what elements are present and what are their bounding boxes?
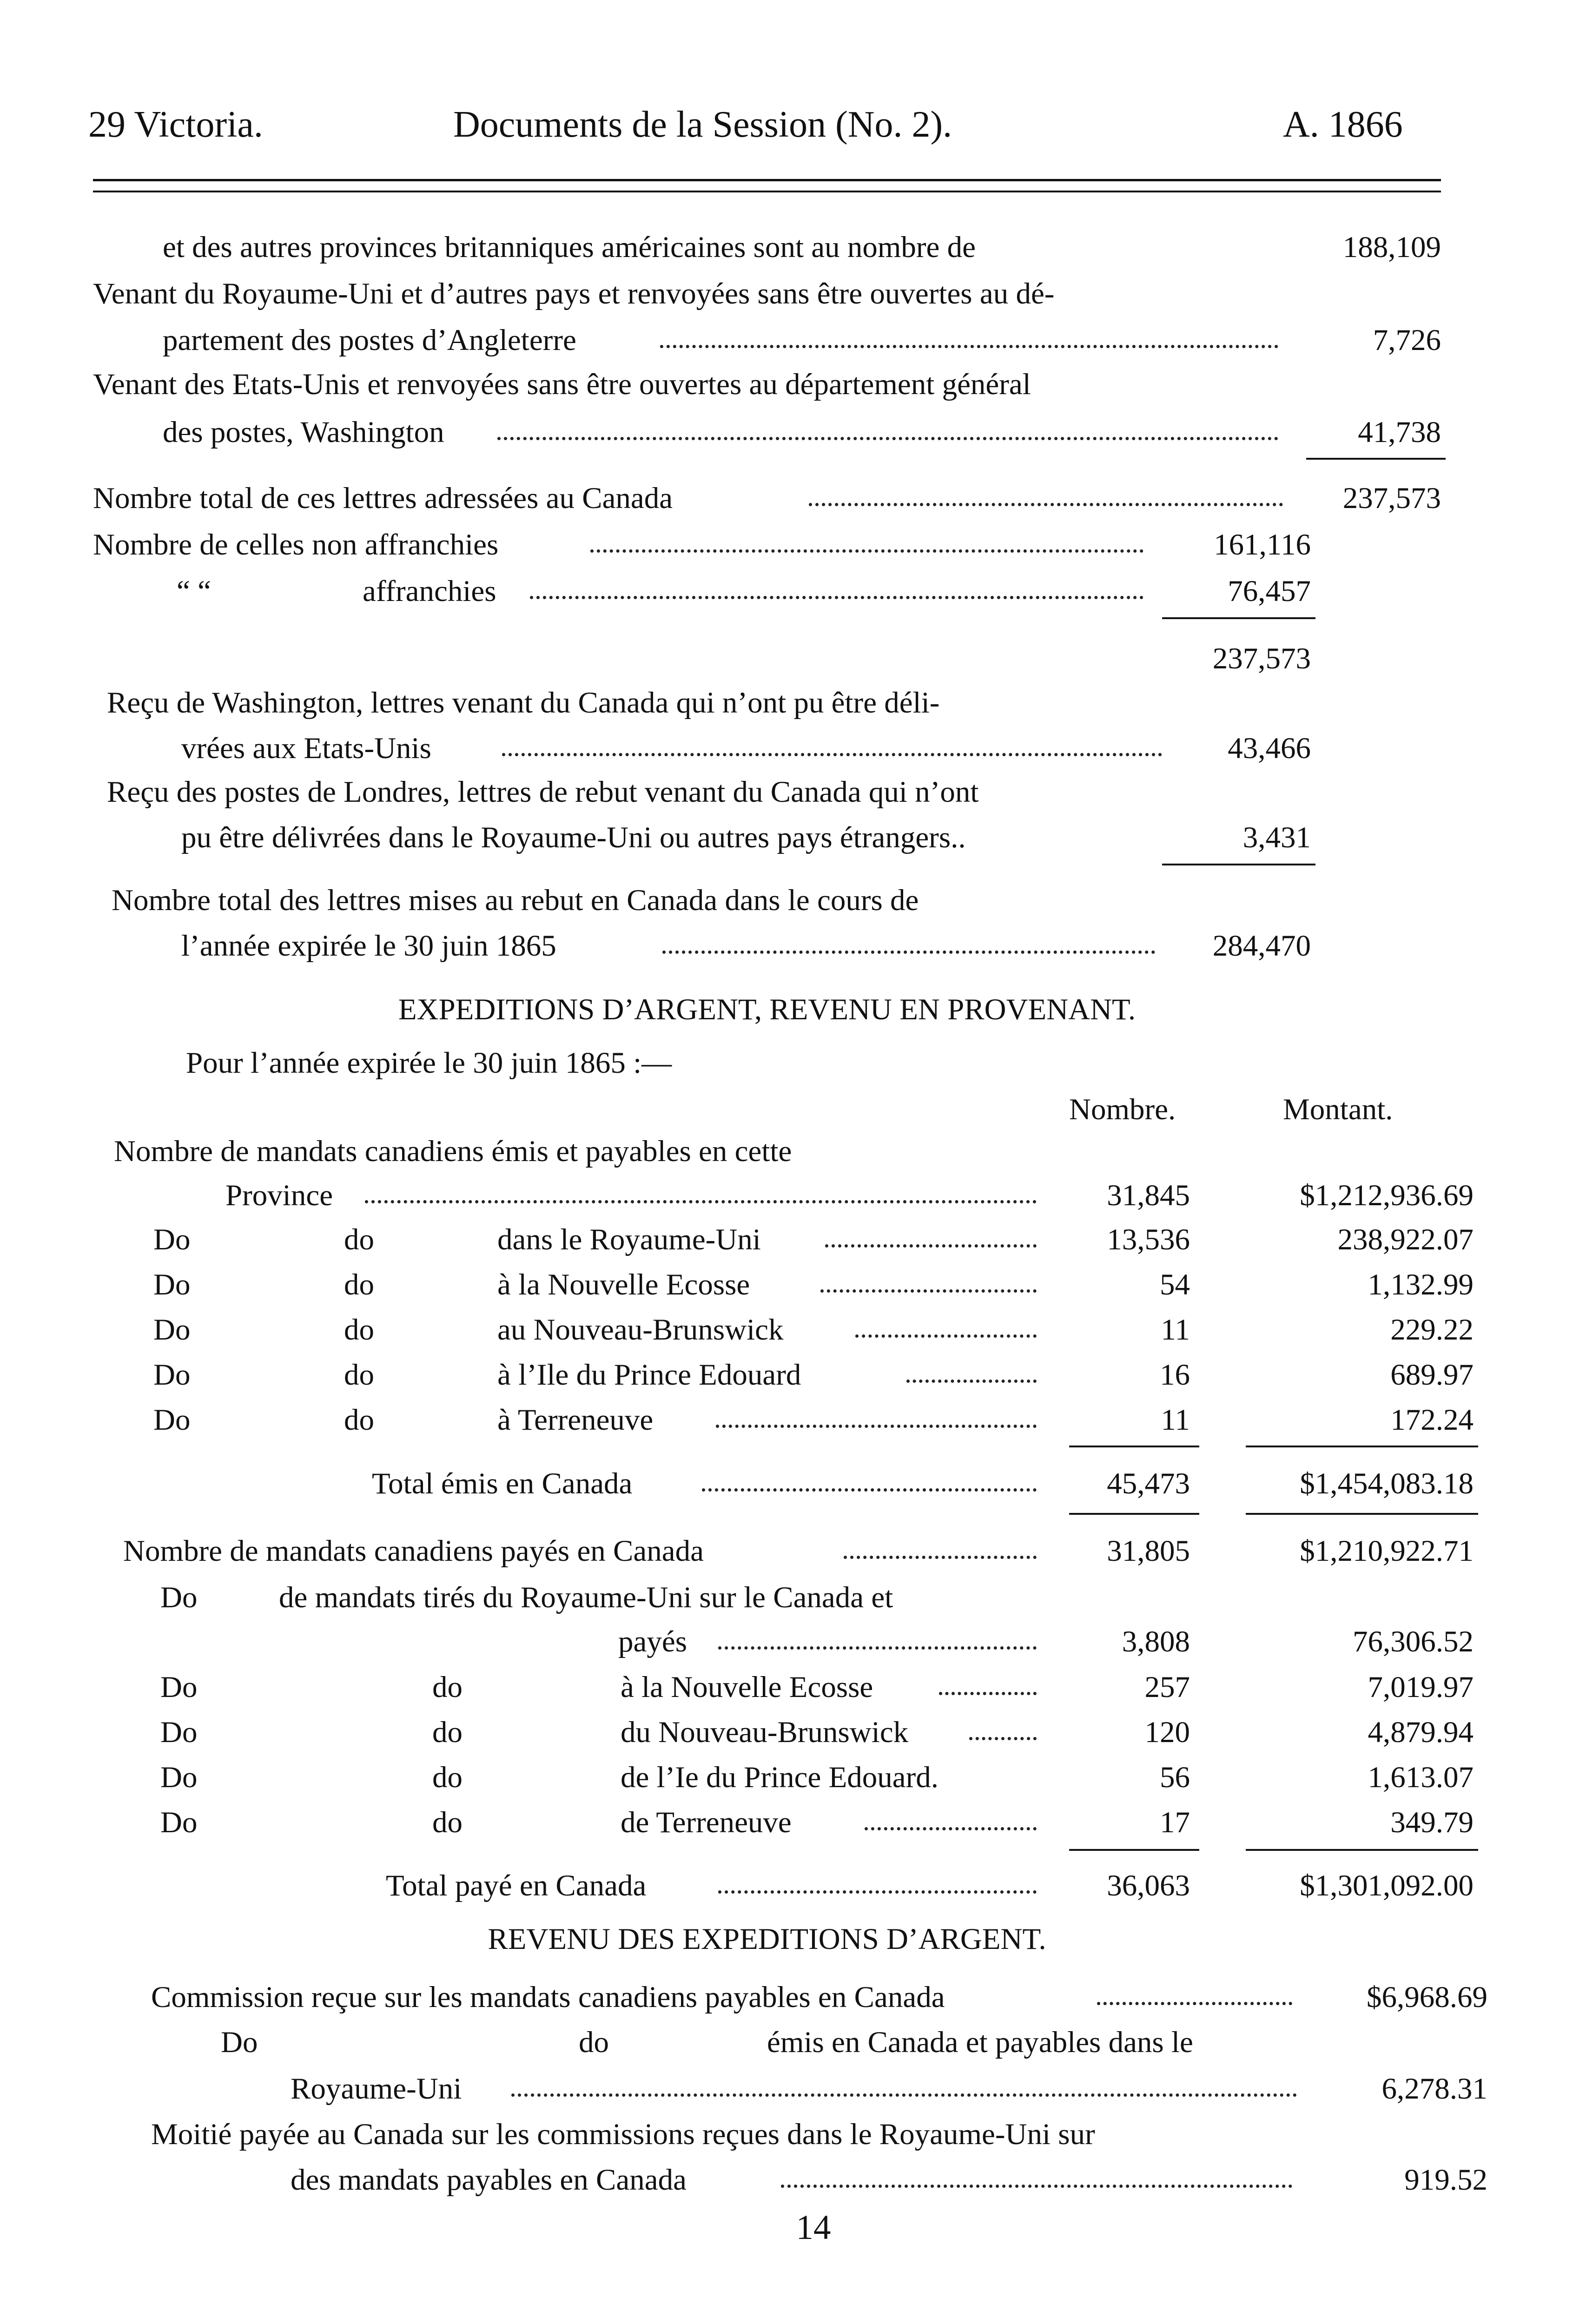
letters-line-8b: vrées aux Etats-Unis xyxy=(181,732,431,765)
sum-rule xyxy=(1246,1849,1478,1851)
letters-value-7: 237,573 xyxy=(1212,642,1311,675)
ditto-do: do xyxy=(344,1403,374,1437)
leader-dots xyxy=(906,1380,1037,1383)
row-nombre: 13,536 xyxy=(1107,1223,1190,1256)
total-paye-montant: $1,301,092.00 xyxy=(1300,1869,1474,1902)
letters-line-2a: Venant du Royaume-Uni et d’autres pays et renvoyées sans être ouvertes au dé- xyxy=(93,277,1055,310)
sum-rule xyxy=(1162,864,1315,865)
do-label: Do xyxy=(160,1716,198,1749)
leader-dots xyxy=(660,345,1278,348)
leader-dots xyxy=(662,951,1155,954)
row-label: à Terreneuve xyxy=(497,1403,654,1437)
sum-rule xyxy=(1069,1513,1199,1515)
total-paye-nombre: 36,063 xyxy=(1107,1869,1190,1902)
leader-dots xyxy=(1097,2002,1292,2005)
ditto-do: do xyxy=(344,1268,374,1301)
tires-montant: 76,306.52 xyxy=(1353,1625,1474,1658)
letters-line-8a: Reçu de Washington, lettres venant du Canada qui n’ont pu être déli- xyxy=(107,686,940,720)
letters-line-3b: des postes, Washington xyxy=(163,416,444,449)
payes-nombre: 31,805 xyxy=(1107,1534,1190,1568)
row-label: du Nouveau-Brunswick xyxy=(621,1716,909,1749)
ditto-do: do xyxy=(432,1761,463,1794)
revenu-line-2b: Royaume-Uni xyxy=(291,2072,462,2106)
do-label: Do xyxy=(153,1403,191,1437)
row-nombre: 11 xyxy=(1161,1313,1190,1347)
do-label: Do xyxy=(153,1223,191,1256)
sum-rule xyxy=(1306,458,1446,460)
ditto-do: do xyxy=(344,1358,374,1392)
row-label: à la Nouvelle Ecosse xyxy=(621,1670,873,1704)
letters-line-10a: Nombre total des lettres mises au rebut en Canada dans le cours de xyxy=(112,884,919,917)
leader-dots xyxy=(365,1200,1037,1203)
page-number: 14 xyxy=(796,2208,831,2247)
section-heading-revenu: REVENU DES EXPEDITIONS D’ARGENT. xyxy=(488,1922,1046,1956)
column-header-montant: Montant. xyxy=(1283,1093,1393,1126)
letters-line-5: Nombre de celles non affranchies xyxy=(93,528,499,561)
row-nombre: 54 xyxy=(1160,1268,1190,1301)
leader-dots xyxy=(820,1289,1037,1293)
revenu-line-2: émis en Canada et payables dans le xyxy=(767,2026,1193,2059)
row-montant: 1,613.07 xyxy=(1368,1761,1474,1794)
row-montant: 229.22 xyxy=(1390,1313,1474,1347)
row-label: de l’Ie du Prince Edouard. xyxy=(621,1761,939,1794)
total-emis-label: Total émis en Canada xyxy=(372,1467,633,1500)
leader-dots xyxy=(969,1737,1037,1740)
leader-dots xyxy=(825,1244,1037,1248)
row-nombre: 56 xyxy=(1160,1761,1190,1794)
emis-province-montant: $1,212,936.69 xyxy=(1300,1179,1474,1212)
sum-rule xyxy=(1246,1446,1478,1447)
row-label: au Nouveau-Brunswick xyxy=(497,1313,784,1347)
row-montant: 4,879.94 xyxy=(1368,1716,1474,1749)
letters-value-10: 284,470 xyxy=(1212,929,1311,963)
row-montant: 7,019.97 xyxy=(1368,1670,1474,1704)
section-subheading: Pour l’année expirée le 30 juin 1865 :— xyxy=(186,1046,672,1080)
row-nombre: 120 xyxy=(1144,1716,1190,1749)
payes-montant: $1,210,922.71 xyxy=(1300,1534,1474,1568)
leader-dots xyxy=(497,437,1278,440)
ditto-do: do xyxy=(579,2026,609,2059)
leader-dots xyxy=(865,1827,1037,1830)
letters-line-1: et des autres provinces britanniques américaines sont au nombre de xyxy=(163,231,976,264)
tires-nombre: 3,808 xyxy=(1122,1625,1190,1658)
letters-line-6: affranchies xyxy=(363,574,496,608)
leader-dots xyxy=(502,753,1162,756)
row-label: à la Nouvelle Ecosse xyxy=(497,1268,750,1301)
letters-value-2: 7,726 xyxy=(1373,324,1441,357)
emis-province-nombre: 31,845 xyxy=(1107,1179,1190,1212)
ditto-do: do xyxy=(432,1716,463,1749)
header-title: Documents de la Session (No. 2). xyxy=(453,104,952,145)
leader-dots xyxy=(809,503,1283,506)
letters-line-3a: Venant des Etats-Unis et renvoyées sans être ouvertes au département général xyxy=(93,368,1031,401)
sum-rule xyxy=(1069,1849,1199,1851)
ditto-do: do xyxy=(344,1313,374,1347)
letters-line-9b: pu être délivrées dans le Royaume-Uni ou autres pays étrangers.. xyxy=(181,821,966,854)
letters-value-6: 76,457 xyxy=(1228,574,1311,608)
leader-dots xyxy=(716,1425,1037,1428)
row-nombre: 11 xyxy=(1161,1403,1190,1437)
letters-value-9: 3,431 xyxy=(1242,821,1311,854)
row-label: dans le Royaume-Uni xyxy=(497,1223,761,1256)
do-label: Do xyxy=(160,1806,198,1839)
row-montant: 349.79 xyxy=(1390,1806,1474,1839)
ditto-do: do xyxy=(432,1806,463,1839)
payes-label: Nombre de mandats canadiens payés en Canada xyxy=(123,1534,704,1568)
letters-value-8: 43,466 xyxy=(1228,732,1311,765)
revenu-value-3: 919.52 xyxy=(1404,2163,1487,2197)
letters-value-4: 237,573 xyxy=(1342,482,1441,515)
ditto-marks: “ “ xyxy=(177,574,211,608)
do-label: Do xyxy=(160,1581,198,1614)
letters-value-5: 161,116 xyxy=(1214,528,1311,561)
leader-dots xyxy=(939,1692,1037,1695)
header-right: A. 1866 xyxy=(1283,104,1403,145)
leader-dots xyxy=(718,1890,1037,1894)
row-label: à l’Ile du Prince Edouard xyxy=(497,1358,801,1392)
do-label: Do xyxy=(221,2026,258,2059)
column-header-nombre: Nombre. xyxy=(1069,1093,1176,1126)
letters-value-1: 188,109 xyxy=(1342,231,1441,264)
sum-rule xyxy=(1162,617,1315,619)
row-montant: 689.97 xyxy=(1390,1358,1474,1392)
section-heading-expeditions: EXPEDITIONS D’ARGENT, REVENU EN PROVENANT. xyxy=(398,993,1136,1026)
revenu-value-1: $6,968.69 xyxy=(1367,1981,1487,2014)
letters-line-4: Nombre total de ces lettres adressées au Canada xyxy=(93,482,673,515)
letters-value-3: 41,738 xyxy=(1358,416,1441,449)
header-rule-bottom xyxy=(93,191,1441,192)
total-paye-label: Total payé en Canada xyxy=(386,1869,647,1902)
row-montant: 172.24 xyxy=(1390,1403,1474,1437)
leader-dots xyxy=(530,596,1143,599)
sum-rule xyxy=(1069,1446,1199,1447)
do-label: Do xyxy=(153,1358,191,1392)
tires-label-cont: payés xyxy=(618,1625,687,1658)
leader-dots xyxy=(702,1488,1037,1492)
do-label: Do xyxy=(153,1268,191,1301)
row-nombre: 257 xyxy=(1144,1670,1190,1704)
header-rule-top xyxy=(93,179,1441,181)
revenu-line-3a: Moitié payée au Canada sur les commissions reçues dans le Royaume-Uni sur xyxy=(151,2118,1095,2151)
leader-dots xyxy=(844,1556,1037,1559)
header-left: 29 Victoria. xyxy=(88,104,263,145)
row-label: de Terreneuve xyxy=(621,1806,792,1839)
total-emis-montant: $1,454,083.18 xyxy=(1300,1467,1474,1500)
leader-dots xyxy=(590,549,1143,553)
sum-rule xyxy=(1246,1513,1478,1515)
leader-dots xyxy=(511,2093,1297,2097)
row-nombre: 16 xyxy=(1160,1358,1190,1392)
do-label: Do xyxy=(160,1670,198,1704)
letters-line-10b: l’année expirée le 30 juin 1865 xyxy=(181,929,556,963)
revenu-value-2: 6,278.31 xyxy=(1381,2072,1487,2106)
leader-dots xyxy=(718,1646,1037,1650)
leader-dots xyxy=(855,1334,1037,1338)
row-montant: 1,132.99 xyxy=(1368,1268,1474,1301)
ditto-do: do xyxy=(344,1223,374,1256)
letters-line-9a: Reçu des postes de Londres, lettres de rebut venant du Canada qui n’ont xyxy=(107,775,979,809)
row-nombre: 17 xyxy=(1160,1806,1190,1839)
revenu-line-3b: des mandats payables en Canada xyxy=(291,2163,687,2197)
letters-line-2b: partement des postes d’Angleterre xyxy=(163,324,576,357)
emis-intro: Nombre de mandats canadiens émis et payables en cette xyxy=(114,1135,792,1168)
do-label: Do xyxy=(153,1313,191,1347)
row-montant: 238,922.07 xyxy=(1337,1223,1474,1256)
tires-label: de mandats tirés du Royaume-Uni sur le Canada et xyxy=(279,1581,893,1614)
revenu-line-1: Commission reçue sur les mandats canadiens payables en Canada xyxy=(151,1981,945,2014)
leader-dots xyxy=(781,2185,1292,2188)
ditto-do: do xyxy=(432,1670,463,1704)
do-label: Do xyxy=(160,1761,198,1794)
total-emis-nombre: 45,473 xyxy=(1107,1467,1190,1500)
emis-province-label: Province xyxy=(225,1179,333,1212)
